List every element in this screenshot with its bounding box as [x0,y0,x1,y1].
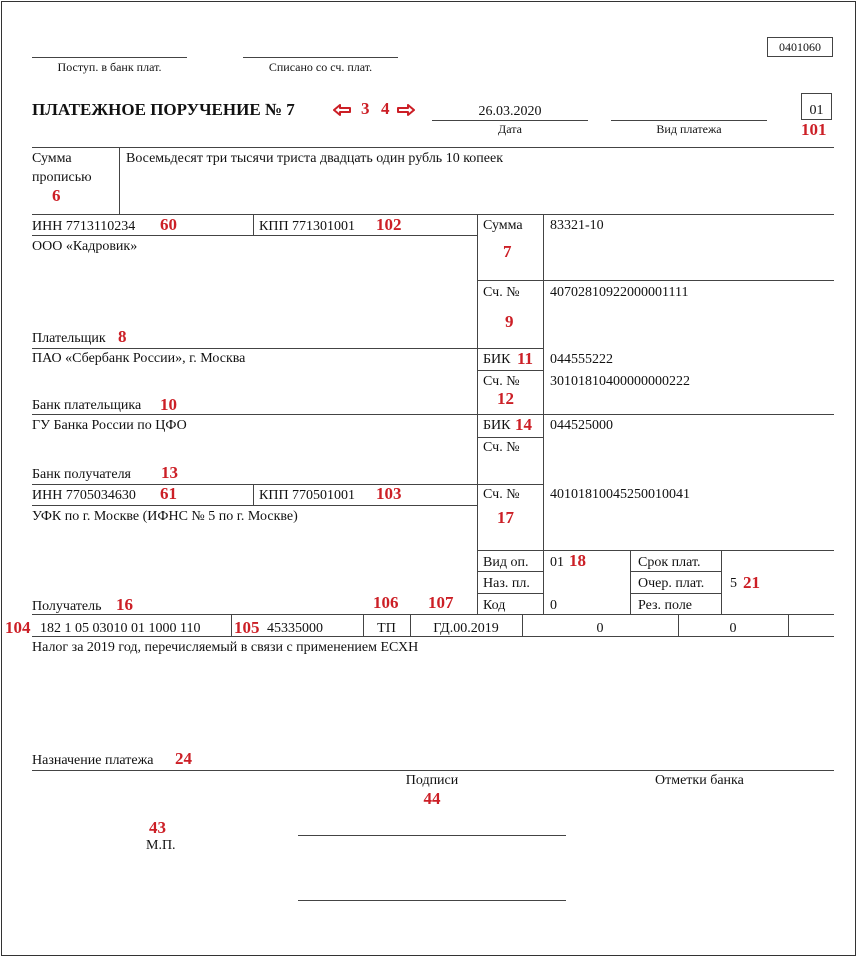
date-label: Дата [498,122,522,136]
tax-divider-231 [231,614,232,636]
document-title: ПЛАТЕЖНОЕ ПОРУЧЕНИЕ № 7 [32,100,295,119]
amount-words-label-2: прописью [32,170,92,185]
debited-label: Списано со сч. плат. [268,60,373,74]
grid-line-214 [32,214,834,215]
annotation-6: 6 [52,186,61,205]
recipient-inn-line [32,505,477,506]
annotation-18: 18 [569,551,586,570]
recipient-corr-account-label: Сч. № [483,440,520,455]
bik-line-1 [477,370,543,371]
tax-doc-number: 0 [596,621,604,636]
recipient-inn: ИНН 7705034630 [32,488,136,503]
payer-label: Плательщик [32,331,106,346]
payer-bik: 044555222 [550,352,613,367]
recipient-account: 40101810045250010041 [550,487,690,502]
date-value: 26.03.2020 [478,104,542,119]
payment-type-line [611,120,767,121]
annotation-17: 17 [497,508,514,527]
payer-bik-label: БИК [483,352,511,367]
sum-value: 83321-10 [550,218,604,233]
stamp-label: М.П. [146,838,176,853]
payer-account: 40702810922000001111 [550,285,689,300]
annotation-107: 107 [428,593,454,612]
payer-name: ООО «Кадровик» [32,239,138,254]
annotation-10: 10 [160,395,177,414]
debited-line [243,57,398,58]
bank-marks-label: Отметки банка [655,773,744,788]
annotation-11: 11 [517,349,534,368]
payer-bank-line [32,414,834,415]
tax-doc-date: 0 [729,621,737,636]
annotation-104: 104 [5,618,31,637]
payer-inn-kpp-divider [253,214,254,235]
annotation-12: 12 [497,389,514,408]
operation-line-2b [630,593,721,594]
annotation-105: 105 [234,618,260,637]
annotation-16: 16 [116,595,133,614]
srok-label: Срок плат. [638,555,701,570]
status-value: 01 [809,103,824,118]
tax-row-top-line [32,614,834,615]
payer-corr-account-label: Сч. № [483,374,520,389]
bik-line-2 [477,437,543,438]
operation-line-1b [630,571,721,572]
annotation-103: 103 [376,484,402,503]
payer-inn: ИНН 7713110234 [32,219,136,234]
annotation-24: 24 [175,749,192,768]
form-code: 0401060 [779,40,821,54]
recipient-account-label: Сч. № [483,487,520,502]
annotation-9: 9 [505,312,514,331]
annotation-60: 60 [160,215,177,234]
tax-period: ГД.00.2019 [433,621,499,636]
kod-value: 0 [550,598,557,613]
payer-bank-name: ПАО «Сбербанк России», г. Москва [32,351,246,366]
operation-line-1a [477,571,543,572]
amount-words-divider [119,147,120,214]
operation-divider-721 [721,550,722,614]
operation-line-2a [477,593,543,594]
tax-basis: ТП [377,621,396,636]
purpose-text: Налог за 2019 год, перечисляемый в связи с применением ЕСХН [32,640,419,655]
annotation-7: 7 [503,242,512,261]
vid-op-value: 01 [550,555,564,570]
recipient-bik-label: БИК [483,418,511,433]
recipient-bank-name: ГУ Банка России по ЦФО [32,418,187,433]
kod-label: Код [483,598,506,613]
rez-label: Рез. поле [638,598,693,613]
annotation-44: 44 [423,789,441,808]
annotation-61: 61 [160,484,177,503]
received-label: Поступ. в банк плат. [57,60,162,74]
tax-divider-788 [788,614,789,636]
annotation-8: 8 [118,327,127,346]
payer-kpp: КПП 771301001 [259,219,356,234]
arrow-left-icon [333,104,351,116]
ocher-label: Очер. плат. [638,576,705,591]
annotation-102: 102 [376,215,402,234]
annotation-101: 101 [801,120,827,139]
payer-corr-account: 30101810400000000222 [550,374,690,389]
naz-pl-label: Наз. пл. [483,576,530,591]
sum-label: Сумма [483,218,523,233]
tax-oktmo: 45335000 [267,621,323,636]
signatures-label: Подписи [405,773,459,788]
annotation-13: 13 [161,463,178,482]
date-line [432,120,588,121]
tax-kbk: 182 1 05 03010 01 1000 110 [40,621,201,636]
annotation-43: 43 [149,818,166,837]
recipient-bank-line [32,484,543,485]
signature-line-1 [298,835,566,836]
annotation-4: 4 [381,99,390,118]
annotation-106: 106 [373,593,399,612]
operation-top-line [477,550,834,551]
arrow-right-icon [397,104,415,116]
purpose-label: Назначение платежа [32,753,154,768]
operation-divider-630 [630,550,631,614]
recipient-bank-label: Банк получателя [32,467,131,482]
amount-words-value: Восемьдесят три тысячи триста двадцать один рубль 10 копеек [126,151,504,166]
ocher-value: 5 [730,576,737,591]
annotation-3: 3 [361,99,370,118]
payment-type-label: Вид платежа [656,122,722,136]
annotation-21: 21 [743,573,760,592]
amount-words-label-1: Сумма [32,151,72,166]
recipient-bik: 044525000 [550,418,613,433]
payer-inn-line [32,235,477,236]
annotation-14: 14 [515,415,532,434]
payer-line [32,348,543,349]
sum-line [477,280,834,281]
payer-account-label: Сч. № [483,285,520,300]
signature-line-2 [298,900,566,901]
recipient-label: Получатель [32,599,102,614]
amount-words-top-line [32,147,834,148]
recipient-inn-kpp-divider [253,484,254,505]
recipient-name: УФК по г. Москве (ИФНС № 5 по г. Москве) [32,509,298,524]
purpose-bottom-line [32,770,834,771]
vid-op-label: Вид оп. [483,555,529,570]
payer-bank-label: Банк плательщика [32,398,142,413]
received-line [32,57,187,58]
recipient-kpp: КПП 770501001 [259,488,356,503]
